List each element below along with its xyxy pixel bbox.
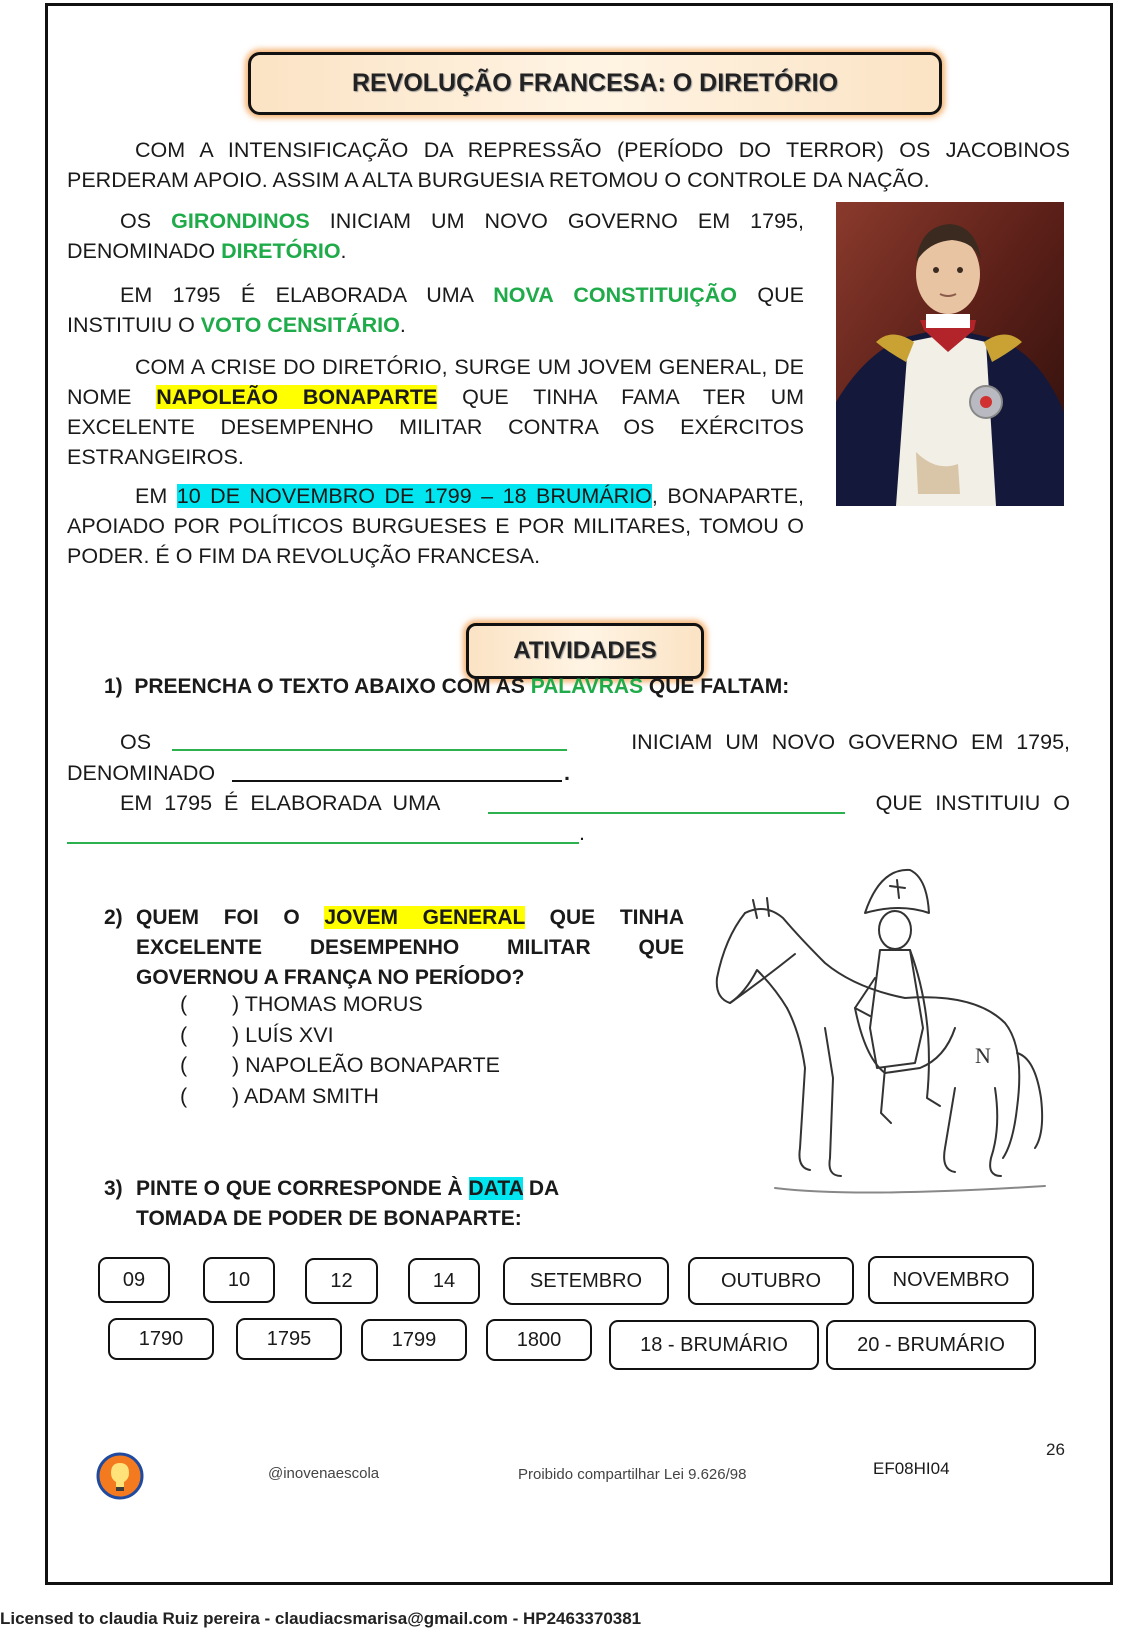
blank-3[interactable] [488,812,845,814]
chip-1795[interactable]: 1795 [236,1318,342,1360]
page-title: REVOLUÇÃO FRANCESA: O DIRETÓRIO [248,52,942,115]
fill-line-3: EM 1795 É ELABORADA UMA QUE INSTITUIU O [120,791,1070,815]
question-1: 1) PREENCHA O TEXTO ABAIXO COM AS PALAVRAS QUE FALTAM: [104,675,790,698]
chip-20-brumario[interactable]: 20 - BRUMÁRIO [826,1320,1036,1370]
inovenaescola-logo [95,1451,145,1501]
fill-line-2: DENOMINADO . [67,761,570,785]
chip-outubro[interactable]: OUTUBRO [688,1257,854,1305]
license-notice: Licensed to claudia Ruiz pereira - claudiacsmarisa@gmail.com - HP2463370381 [0,1609,642,1628]
chip-10[interactable]: 10 [203,1257,275,1303]
blank-1[interactable] [172,749,567,751]
fill-line-1: OS INICIAM UM NOVO GOVERNO EM 1795, [120,730,1070,754]
question-3: 3) PINTE O QUE CORRESPONDE À DATA DA TOMADA DE PODER DE BONAPARTE: [104,1177,559,1230]
option-luis-xvi[interactable]: ( ) LUÍS XVI [180,1023,334,1047]
option-thomas-morus[interactable]: ( ) THOMAS MORUS [180,992,423,1016]
paragraph-coup: EM 10 DE NOVEMBRO DE 1799 – 18 BRUMÁRIO, BONAPARTE, APOIADO POR POLÍTICOS BURGUESES E POR MILITARES, TOMOU O PODER. É O FIM DA REVOLUÇÃO FRANCESA. [67,484,804,568]
chip-18-brumario[interactable]: 18 - BRUMÁRIO [609,1320,819,1370]
chip-1800[interactable]: 1800 [486,1319,592,1361]
chip-09[interactable]: 09 [98,1257,170,1303]
napoleon-horse-drawing [705,858,1055,1213]
activities-title: ATIVIDADES [466,623,704,679]
chip-setembro[interactable]: SETEMBRO [503,1257,669,1305]
chip-1799[interactable]: 1799 [361,1319,467,1361]
chip-novembro[interactable]: NOVEMBRO [868,1256,1034,1304]
chip-12[interactable]: 12 [305,1258,378,1304]
horse-monogram: N [975,1043,991,1068]
chip-14[interactable]: 14 [408,1258,480,1304]
paragraph-girondinos: OS GIRONDINOS INICIAM UM NOVO GOVERNO EM 1795, DENOMINADO DIRETÓRIO. [67,209,804,263]
blank-4[interactable] [67,842,579,844]
napoleon-portrait [836,202,1064,506]
option-adam-smith[interactable]: ( ) ADAM SMITH [180,1084,379,1108]
chip-1790[interactable]: 1790 [108,1318,214,1360]
footer-notice: Proibido compartilhar Lei 9.626/98 [518,1466,747,1483]
page-number: 26 [1046,1440,1065,1459]
intro-paragraph: COM A INTENSIFICAÇÃO DA REPRESSÃO (PERÍODO DO TERROR) OS JACOBINOS PERDERAM APOIO. ASSIM A ALTA BURGUESIA RETOMOU O CONTROLE DA NAÇÃO. [67,138,1070,192]
option-napoleao-bonaparte[interactable]: ( ) NAPOLEÃO BONAPARTE [180,1053,501,1077]
question-2: 2) QUEM FOI O JOVEM GENERAL QUE TINHA EXCELENTE DESEMPENHO MILITAR QUE GOVERNOU A FRANÇA NO PERÍODO? [104,906,684,989]
paragraph-constitution: EM 1795 É ELABORADA UMA NOVA CONSTITUIÇÃO QUE INSTITUIU O VOTO CENSITÁRIO. [67,283,804,337]
footer-code: EF08HI04 [873,1459,950,1478]
footer-handle: @inovenaescola [268,1465,380,1482]
blank-2[interactable] [232,780,562,782]
paragraph-napoleon: COM A CRISE DO DIRETÓRIO, SURGE UM JOVEM GENERAL, DE NOME NAPOLEÃO BONAPARTE QUE TINHA FAMA TER UM EXCELENTE DESEMPENHO MILITAR CONTRA OS EXÉRCITOS ESTRANGEIROS. [67,355,805,469]
